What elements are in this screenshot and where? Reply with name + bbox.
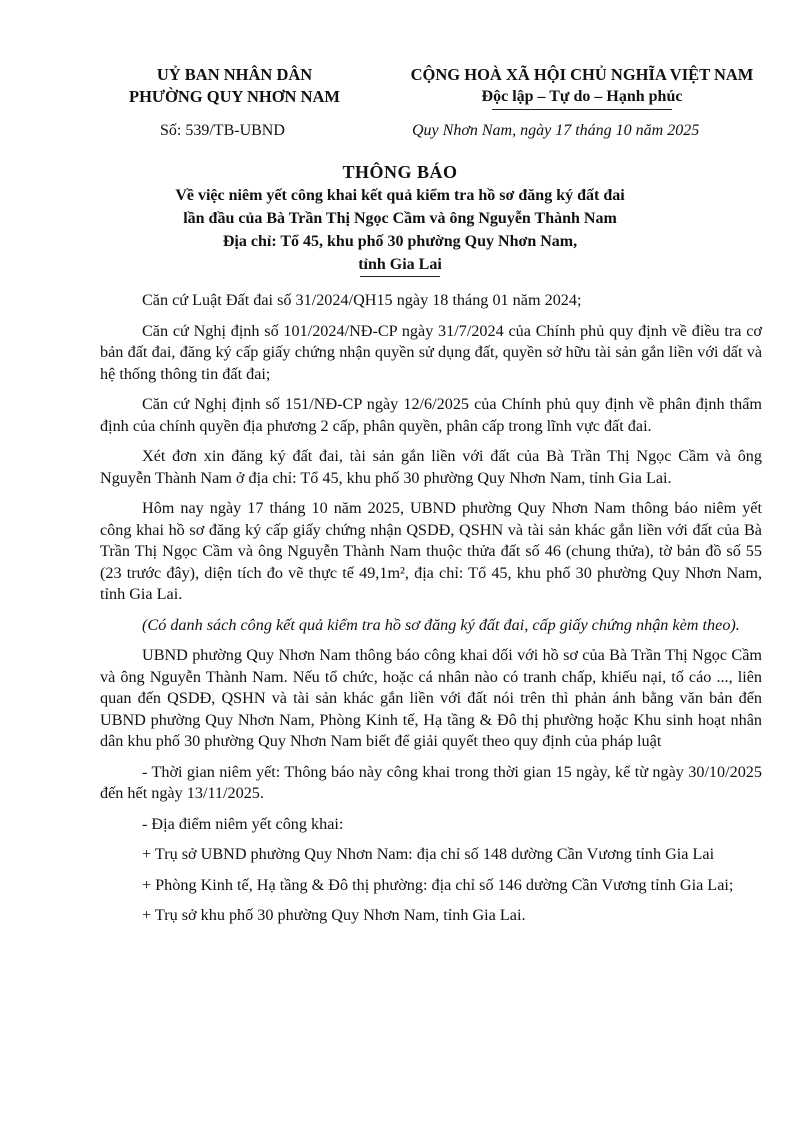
- announcement-paragraph: Hôm nay ngày 17 tháng 10 năm 2025, UBND phường Quy Nhơn Nam thông báo niêm yết công khai hồ sơ đăng ký cấp giấy chứng nhận QSDĐ, QSHN và tài sản khác gắn liền với đất của Bà Trần Thị Ngọc Cầm và ông Nguyễn Thành Nam thuộc thửa đất số 46 (chung thửa), tờ bản đồ số 55 (23 trước đây), diện tích đo vẽ thực tế 49,1m², địa chỉ: Tổ 45, khu phố 30 phường Quy Nhơn Nam, tỉnh Gia Lai.: [100, 499, 762, 603]
- posting-location-item: + Trụ sở khu phố 30 phường Quy Nhơn Nam, tỉnh Gia Lai.: [142, 906, 526, 924]
- title-underline: [360, 276, 440, 277]
- authority-name: UỶ BAN NHÂN DÂN: [156, 65, 313, 84]
- posting-location-item: + Phòng Kinh tế, Hạ tầng & Đô thị phường: địa chỉ số 146 dường Cần Vương tỉnh Gia Lai;: [142, 875, 734, 894]
- ward-name: PHƯỜNG QUY NHƠN NAM: [129, 87, 340, 106]
- national-heading-block: [378, 64, 786, 110]
- legal-basis-paragraph: Căn cứ Luật Đất đai số 31/2024/QH15 ngày 18 tháng 01 năm 2024;: [142, 291, 582, 309]
- national-title: CỘNG HOÀ XÃ HỘI CHỦ NGHĨA VIỆT NAM: [410, 65, 754, 84]
- national-motto: Độc lập – Tự do – Hạnh phúc: [481, 88, 683, 105]
- application-paragraph: Xét đơn xin đăng ký đất đai, tài sản gắn liền với đất của Bà Trần Thị Ngọc Cầm và ông Nguyễn Thành Nam ở địa chỉ: Tổ 45, khu phố 30 phường Quy Nhơn Nam, tỉnh Gia Lai.: [100, 447, 762, 487]
- issuing-authority-block: [112, 64, 357, 108]
- posting-location-heading: - Địa điểm niêm yết công khai:: [142, 814, 344, 833]
- posting-location-item: + Trụ sở UBND phường Quy Nhơn Nam: địa chỉ số 148 dường Cần Vương tỉnh Gia Lai: [142, 845, 715, 863]
- document-body: [100, 290, 762, 936]
- posting-period-item: - Thời gian niêm yết: Thông báo này công khai trong thời gian 15 ngày, kể từ ngày 30/10/2025 đến hết ngày 13/11/2025.: [100, 762, 762, 802]
- document-title-block: [100, 160, 700, 277]
- dispute-paragraph: UBND phường Quy Nhơn Nam thông báo công khai dối với hồ sơ của Bà Trần Thị Ngọc Cầm và ông Nguyễn Thành Nam. Nếu tổ chức, hoặc cá nhân nào có tranh chấp, khiếu nại, tố cáo ..., liên quan đến QSDĐ, QSHN và tài sản khác gắn liền với đất nói trên thì phản ánh bằng văn bản đến UBND phường Quy Nhơn Nam, Phòng Kinh tế, Hạ tầng & Đô thị phường hoặc Khu sinh hoạt nhân dân khu phố 30 phường Quy Nhơn Nam biết để giải quyết theo quy định của pháp luật: [100, 646, 762, 750]
- attachment-note: (Có danh sách công kết quả kiểm tra hồ sơ đăng ký đất đai, cấp giấy chứng nhận kèm theo).: [142, 615, 740, 634]
- legal-basis-paragraph: Căn cứ Nghị định số 101/2024/NĐ-CP ngày 31/7/2024 của Chính phủ quy định về điều tra cơ bản đất đai, đăng ký cấp giấy chứng nhận quyền sử dụng đất, quyền sở hữu tài sản gắn liền với dất và hệ thống thông tin đất đai;: [100, 321, 762, 383]
- title-subject-line: lần đầu của Bà Trần Thị Ngọc Cầm và ông Nguyễn Thành Nam: [183, 210, 617, 227]
- document-date: Quy Nhơn Nam, ngày 17 tháng 10 năm 2025: [412, 122, 700, 139]
- legal-basis-paragraph: Căn cứ Nghị định số 151/NĐ-CP ngày 12/6/2025 của Chính phủ quy định về phân định thẩm định của chính quyền địa phương 2 cấp, phân quyền, phân cấp trong lĩnh vực đất đai.: [100, 395, 762, 435]
- title-subject-line: Về việc niêm yết công khai kết quả kiểm tra hồ sơ đăng ký đất đai: [175, 187, 625, 204]
- motto-underline: [492, 109, 672, 110]
- document-title: THÔNG BÁO: [342, 162, 458, 182]
- document-number: Số: 539/TB-UBND: [160, 122, 285, 139]
- title-province-line: tỉnh Gia Lai: [358, 256, 442, 273]
- title-address-line: Địa chỉ: Tổ 45, khu phố 30 phường Quy Nhơn Nam,: [222, 233, 578, 250]
